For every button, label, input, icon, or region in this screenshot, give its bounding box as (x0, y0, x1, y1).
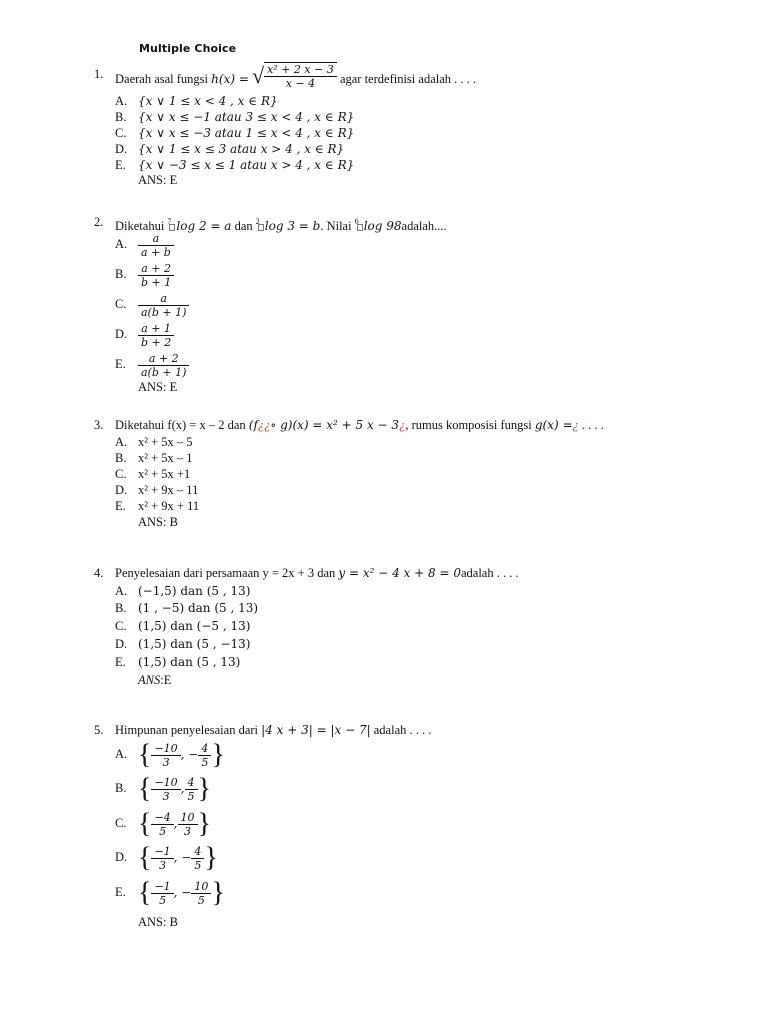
option-b[interactable]: B. { $\frac{-10}{3}$ , $\frac{4}{5}$ } (115, 773, 211, 805)
question-text: Himpunan penyelesaian dari |4 x + 3| = |x − 7| adalah . . . . (115, 723, 432, 737)
question-4 (94, 565, 694, 695)
option-d[interactable]: D. { $\frac{-1}{3}$ , − $\frac{4}{5}$ } (115, 842, 218, 874)
option-b[interactable]: B. (1 , −5) dan (5 , 13) (115, 601, 259, 615)
answer-key: ANS: E (138, 173, 178, 187)
option-a[interactable]: A. (−1,5) dan (5 , 13) (115, 584, 251, 598)
placeholder-box (169, 224, 175, 231)
question-text: Daerah asal fungsi h(x) = √ $\frac{\text{x² + 2 x − 3}}{x - 4}$ agar terdefinisi adalah . . . . (115, 63, 477, 90)
question-5 (94, 722, 694, 932)
question-2 (94, 214, 694, 394)
answer-key: ANS: B (138, 915, 178, 929)
option-c[interactable]: C. (1,5) dan (−5 , 13) (115, 619, 251, 633)
option-b[interactable]: B. {x ∨ x ≤ −1 atau 3 ≤ x < 4 , x ∈ R} (115, 110, 355, 124)
option-c[interactable]: C. {x ∨ x ≤ −3 atau 1 ≤ x < 4 , x ∈ R} (115, 126, 355, 140)
square-root-expression: √ $\frac{\text{x² + 2 x − 3}}{x - 4}$ (252, 62, 337, 90)
answer-key: ANS:E (138, 673, 172, 687)
option-a[interactable]: A. { $\frac{-10}{3}$ , − $\frac{4}{5}$ } (115, 739, 225, 771)
option-c[interactable]: C. { $\frac{-4}{5}$ , $\frac{10}{3}$ } (115, 808, 211, 840)
answer-key: ANS: E (138, 380, 178, 394)
option-b[interactable]: B. $\frac{a + 2}{b + 1}$ (115, 262, 174, 289)
option-e[interactable]: E. $\frac{a + 2}{a(b + 1)}$ (115, 352, 189, 379)
placeholder-box (357, 224, 363, 231)
question-1 (94, 63, 694, 196)
option-a[interactable]: A. {x ∨ 1 ≤ x < 4 , x ∈ R} (115, 94, 278, 108)
answer-key: ANS: B (138, 515, 178, 529)
option-a[interactable]: A. $\frac{a}{a + b}$ (115, 232, 174, 259)
option-c[interactable]: C. $\frac{a}{a(b + 1)}$ (115, 292, 189, 319)
question-number: 3. (94, 418, 104, 432)
placeholder-box (258, 224, 264, 231)
option-e[interactable]: E. {x ∨ −3 ≤ x ≤ 1 atau x > 4 , x ∈ R} (115, 158, 355, 172)
radical-sign: √ (252, 63, 265, 88)
option-e[interactable]: E. x² + 9x + 11 (115, 499, 200, 513)
option-d[interactable]: D. x² + 9x – 11 (115, 483, 199, 497)
option-a[interactable]: A. x² + 5x – 5 (115, 435, 193, 449)
option-b[interactable]: B. x² + 5x – 1 (115, 451, 193, 465)
option-e[interactable]: E. { $\frac{-1}{5}$ , − $\frac{10}{5}$ } (115, 877, 225, 909)
question-number: 2. (94, 215, 104, 229)
option-d[interactable]: D. {x ∨ 1 ≤ x ≤ 3 atau x > 4 , x ∈ R} (115, 142, 345, 156)
option-d[interactable]: D. (1,5) dan (5 , −13) (115, 637, 251, 651)
question-3 (94, 417, 714, 537)
section-heading: Multiple Choice (139, 42, 237, 55)
question-text: Diketahui $^7$ log 2 = a dan $^2$ log 3 = b. Nilai $^6$ log 98adalah.... (115, 217, 447, 233)
question-text: Diketahui f(x) = x – 2 dan (f¿¿∘ g)(x) = x² + 5 x − 3¿, rumus komposisi fungsi g(x) =¿ . . . . (115, 418, 604, 432)
question-number: 1. (94, 67, 104, 81)
option-c[interactable]: C. x² + 5x +1 (115, 467, 191, 481)
question-text: Penyelesaian dari persamaan y = 2x + 3 dan y = x² − 4 x + 8 = 0adalah . . . . (115, 566, 519, 580)
option-d[interactable]: D. $\frac{a + 1}{b + 2}$ (115, 322, 174, 349)
question-number: 5. (94, 723, 104, 737)
function-name: h(x) = (211, 71, 249, 86)
question-number: 4. (94, 566, 104, 580)
option-e[interactable]: E. (1,5) dan (5 , 13) (115, 655, 241, 669)
